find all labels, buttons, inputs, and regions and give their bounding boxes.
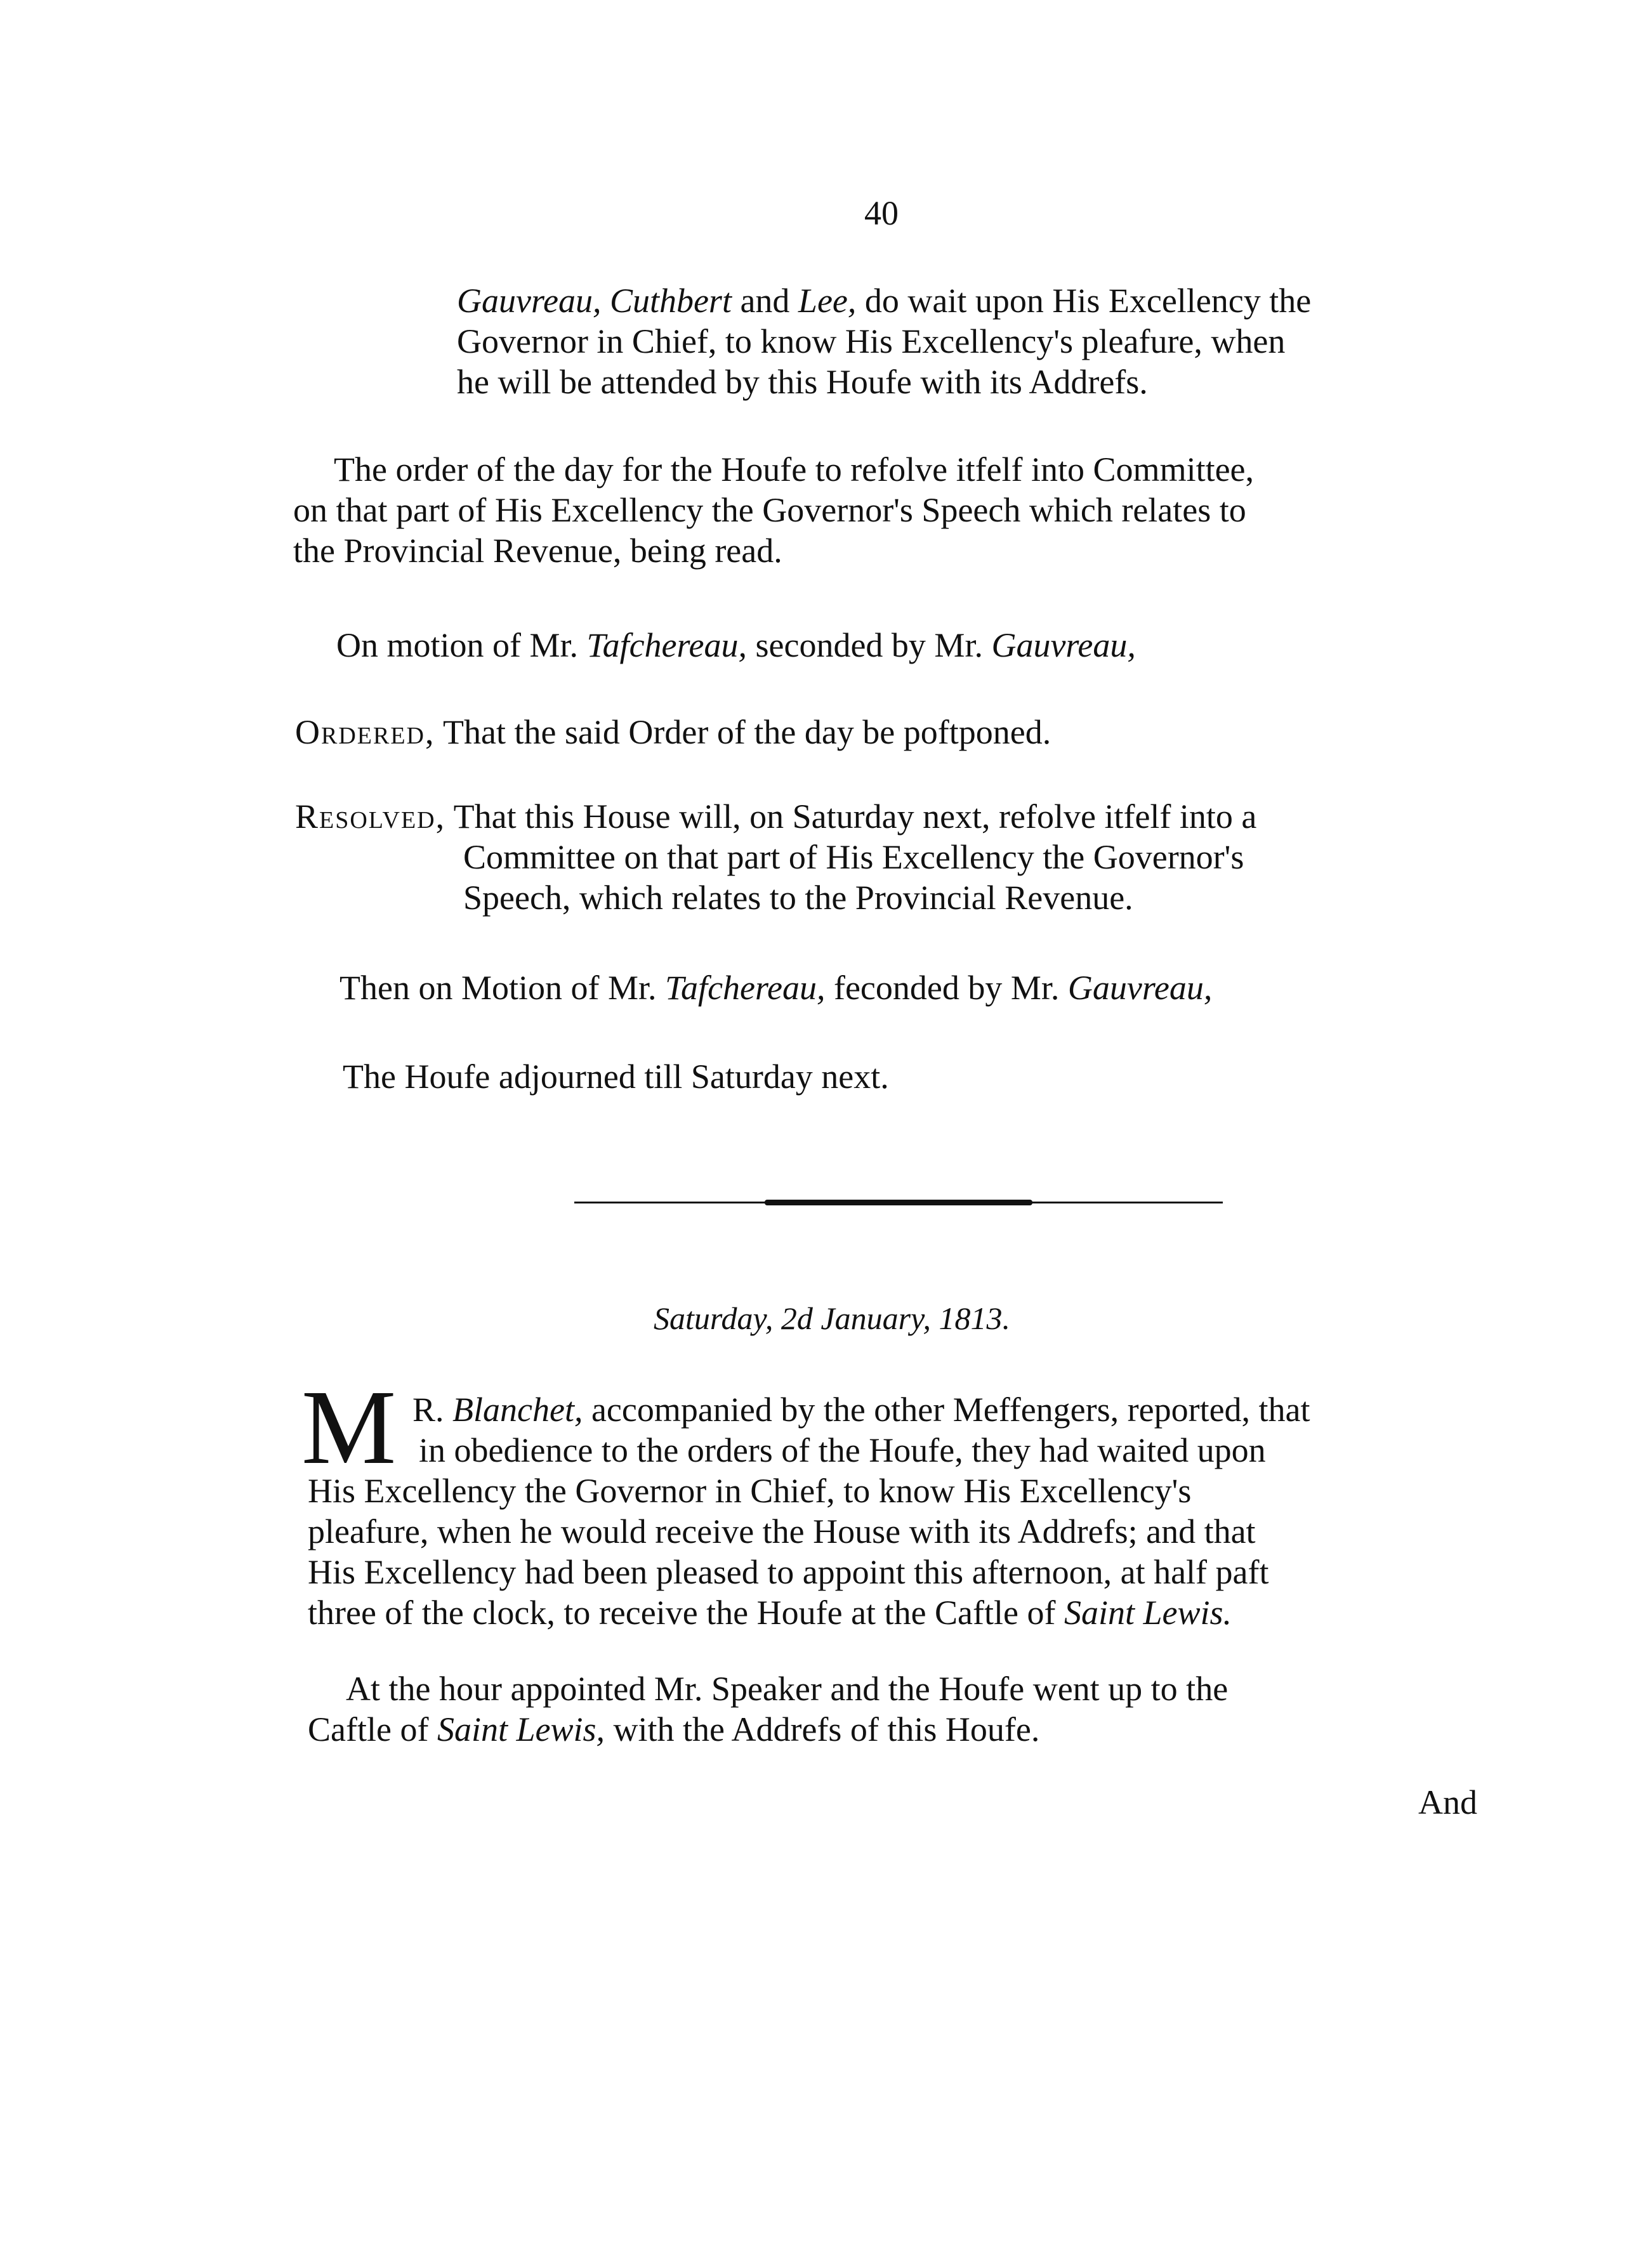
para8-line6: three of the clock, to receive the Houfe at the Caftle of Saint Lewis. <box>308 1594 1232 1632</box>
paragraph-blanchet-report <box>308 1389 1310 1633</box>
drop-cap: M <box>301 1368 397 1486</box>
para5-line2: Committee on that part of His Excellency the Governor's <box>463 838 1244 876</box>
para8-line2: in obedience to the orders of the Houfe, they had waited upon <box>419 1431 1266 1469</box>
paragraph-committee-wait <box>457 280 1311 402</box>
para8-line1: R. Blanchet, accompanied by the other Meffengers, reported, that <box>412 1391 1310 1429</box>
para9-line1: At the hour appointed Mr. Speaker and the Houfe went up to the <box>346 1670 1229 1708</box>
para1-line1: Gauvreau, Cuthbert and Lee, do wait upon His Excellency the <box>457 282 1312 320</box>
section-divider <box>574 1199 1223 1205</box>
para5-line3: Speech, which relates to the Provincial Revenue. <box>463 879 1133 917</box>
paragraph-motion: On motion of Mr. Tafchereau, seconded by Mr. Gauvreau, <box>336 626 1136 664</box>
resolved-label: Resolved, <box>295 797 446 836</box>
para8-line3: His Excellency the Governor in Chief, to know His Excellency's <box>308 1472 1192 1510</box>
ordered-label: Ordered, <box>295 713 435 751</box>
para5-line1: Resolved, That this House will, on Saturday next, refolve itfelf into a <box>295 797 1257 836</box>
para1-line3: he will be attended by this Houfe with its Addrefs. <box>457 363 1148 401</box>
date-heading: Saturday, 2d January, 1813. <box>654 1301 1011 1336</box>
paragraph-adjourned: The Houfe adjourned till Saturday next. <box>343 1058 889 1096</box>
paragraph-castle-visit <box>308 1668 1228 1750</box>
para8-line5: His Excellency had been pleased to appoint this afternoon, at half paft <box>308 1553 1269 1591</box>
para2-line2: on that part of His Excellency the Governor's Speech which relates to <box>293 491 1246 529</box>
paragraph-ordered: Ordered, That the said Order of the day be poftponed. <box>295 713 1051 751</box>
paragraph-resolved <box>295 796 1256 918</box>
para8-line4: pleafure, when he would receive the House with its Addrefs; and that <box>308 1512 1256 1550</box>
paragraph-order-of-day <box>293 449 1254 571</box>
para2-line3: the Provincial Revenue, being read. <box>293 532 782 570</box>
para2-line1: The order of the day for the Houfe to refolve itfelf into Committee, <box>334 450 1255 488</box>
catchword: And <box>1418 1783 1477 1821</box>
para1-line2: Governor in Chief, to know His Excellency's pleafure, when <box>457 322 1286 360</box>
paragraph-motion-adjourn: Then on Motion of Mr. Tafchereau, feconded by Mr. Gauvreau, <box>339 969 1213 1007</box>
page-number: 40 <box>864 194 899 232</box>
para9-line2: Caftle of Saint Lewis, with the Addrefs of this Houfe. <box>308 1710 1040 1748</box>
